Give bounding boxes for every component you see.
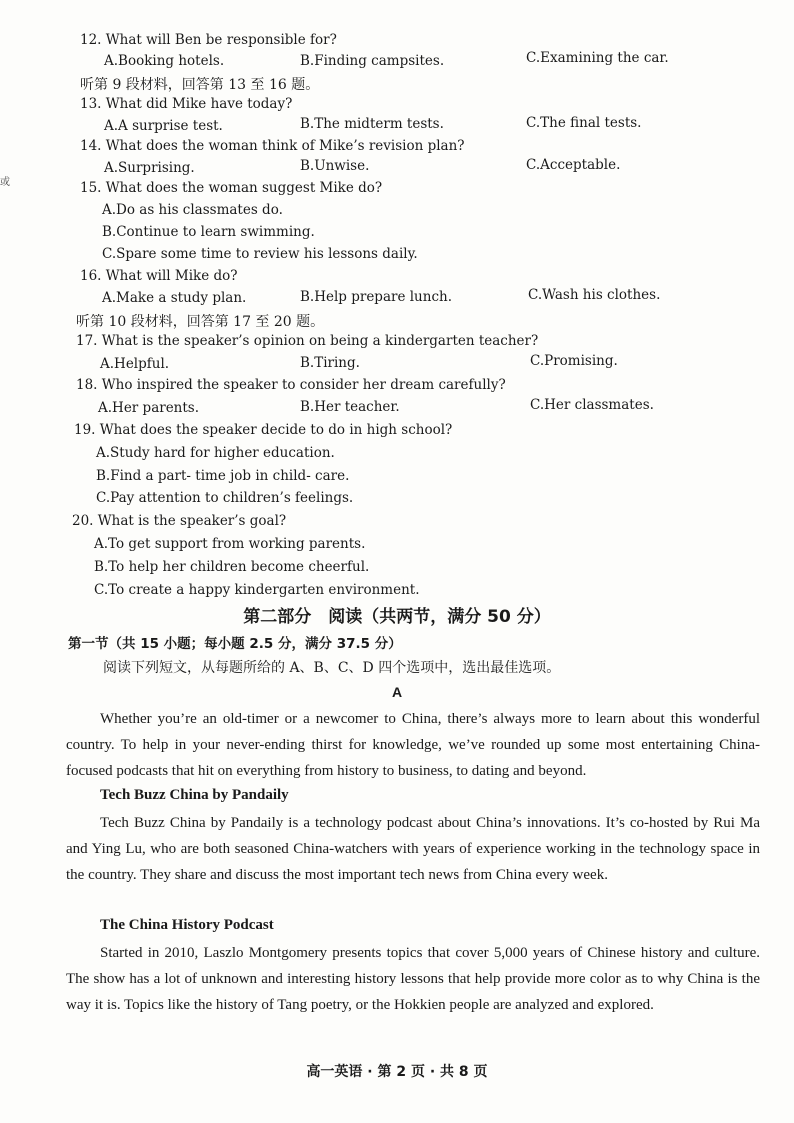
option-12b: B.Finding campsites.	[300, 53, 445, 69]
option-16c: C.Wash his clothes.	[528, 287, 661, 303]
question-12: 12. What will Ben be responsible for?	[80, 32, 337, 48]
podcast-1-title: Tech Buzz China by Pandaily	[100, 787, 289, 803]
option-19b: B.Find a part- time job in child- care.	[96, 468, 350, 484]
option-20c: C.To create a happy kindergarten environment.	[94, 582, 420, 598]
option-20a: A.To get support from working parents.	[94, 536, 366, 552]
option-18a: A.Her parents.	[98, 400, 200, 416]
option-18c: C.Her classmates.	[530, 397, 654, 413]
edge-mark: 或	[0, 177, 10, 188]
option-14a: A.Surprising.	[104, 160, 195, 176]
option-17b: B.Tiring.	[300, 355, 360, 371]
question-14: 14. What does the woman think of Mike’s revision plan?	[80, 138, 465, 154]
option-12c: C.Examining the car.	[526, 50, 669, 66]
option-15a: A.Do as his classmates do.	[102, 202, 283, 218]
part2-title: 第二部分 阅读（共两节，满分 50 分）	[243, 607, 551, 627]
podcast-2-title: The China History Podcast	[100, 917, 274, 933]
option-18b: B.Her teacher.	[300, 399, 400, 415]
question-15: 15. What does the woman suggest Mike do?	[80, 180, 383, 196]
section1-title: 第一节（共 15 小题；每小题 2.5 分，满分 37.5 分）	[68, 636, 402, 652]
question-20: 20. What is the speaker’s goal?	[72, 513, 287, 529]
option-20b: B.To help her children become cheerful.	[94, 559, 370, 575]
option-19c: C.Pay attention to children’s feelings.	[96, 490, 354, 506]
option-17a: A.Helpful.	[100, 356, 170, 372]
listening-section-9: 听第 9 段材料，回答第 13 至 16 题。	[80, 77, 320, 93]
option-13c: C.The final tests.	[526, 115, 642, 131]
option-17c: C.Promising.	[530, 353, 618, 369]
question-13: 13. What did Mike have today?	[80, 96, 293, 112]
option-16a: A.Make a study plan.	[102, 290, 247, 306]
podcast-2-text: Started in 2010, Laszlo Montgomery presents topics that cover 5,000 years of Chinese history and culture. The show has a lot of unknown and interesting history lessons that help provide more color as to why China is the way it is. Topics like the history of Tang poetry, or the Hokkien people are analyzed and explored.	[66, 945, 760, 1013]
option-19a: A.Study hard for higher education.	[96, 445, 335, 461]
podcast-1-text: Tech Buzz China by Pandaily is a technology podcast about China’s innovations. It’s co-hosted by Rui Ma and Ying Lu, who are both seasoned China-watchers with years of experience working in the technology space in the country. They share and discuss the most important tech news from China every week.	[66, 815, 760, 883]
question-19: 19. What does the speaker decide to do in high school?	[74, 422, 453, 438]
listening-section-10: 听第 10 段材料，回答第 17 至 20 题。	[76, 314, 325, 330]
passage-label: A	[391, 684, 403, 700]
option-13a: A.A surprise test.	[104, 118, 223, 134]
question-17: 17. What is the speaker’s opinion on being a kindergarten teacher?	[76, 333, 539, 349]
option-13b: B.The midterm tests.	[300, 116, 444, 132]
option-15c: C.Spare some time to review his lessons daily.	[102, 246, 418, 262]
question-18: 18. Who inspired the speaker to consider her dream carefully?	[76, 377, 506, 393]
option-15b: B.Continue to learn swimming.	[102, 224, 315, 240]
option-14c: C.Acceptable.	[526, 157, 621, 173]
page-footer: 高一英语 · 第 2 页 · 共 8 页	[306, 1064, 488, 1080]
reading-instruction: 阅读下列短文，从每题所给的 A、B、C、D 四个选项中，选出最佳选项。	[103, 660, 561, 676]
option-14b: B.Unwise.	[300, 158, 370, 174]
question-16: 16. What will Mike do?	[80, 268, 238, 284]
option-16b: B.Help prepare lunch.	[300, 289, 452, 305]
passage-intro: Whether you’re an old-timer or a newcomer to China, there’s always more to learn about this wonderful country. To help in your never-ending thirst for knowledge, we’ve rounded up some most entertaining China-focused podcasts that hit on everything from history to business, to dating and beyond.	[66, 711, 760, 779]
option-12a: A.Booking hotels.	[104, 53, 225, 69]
